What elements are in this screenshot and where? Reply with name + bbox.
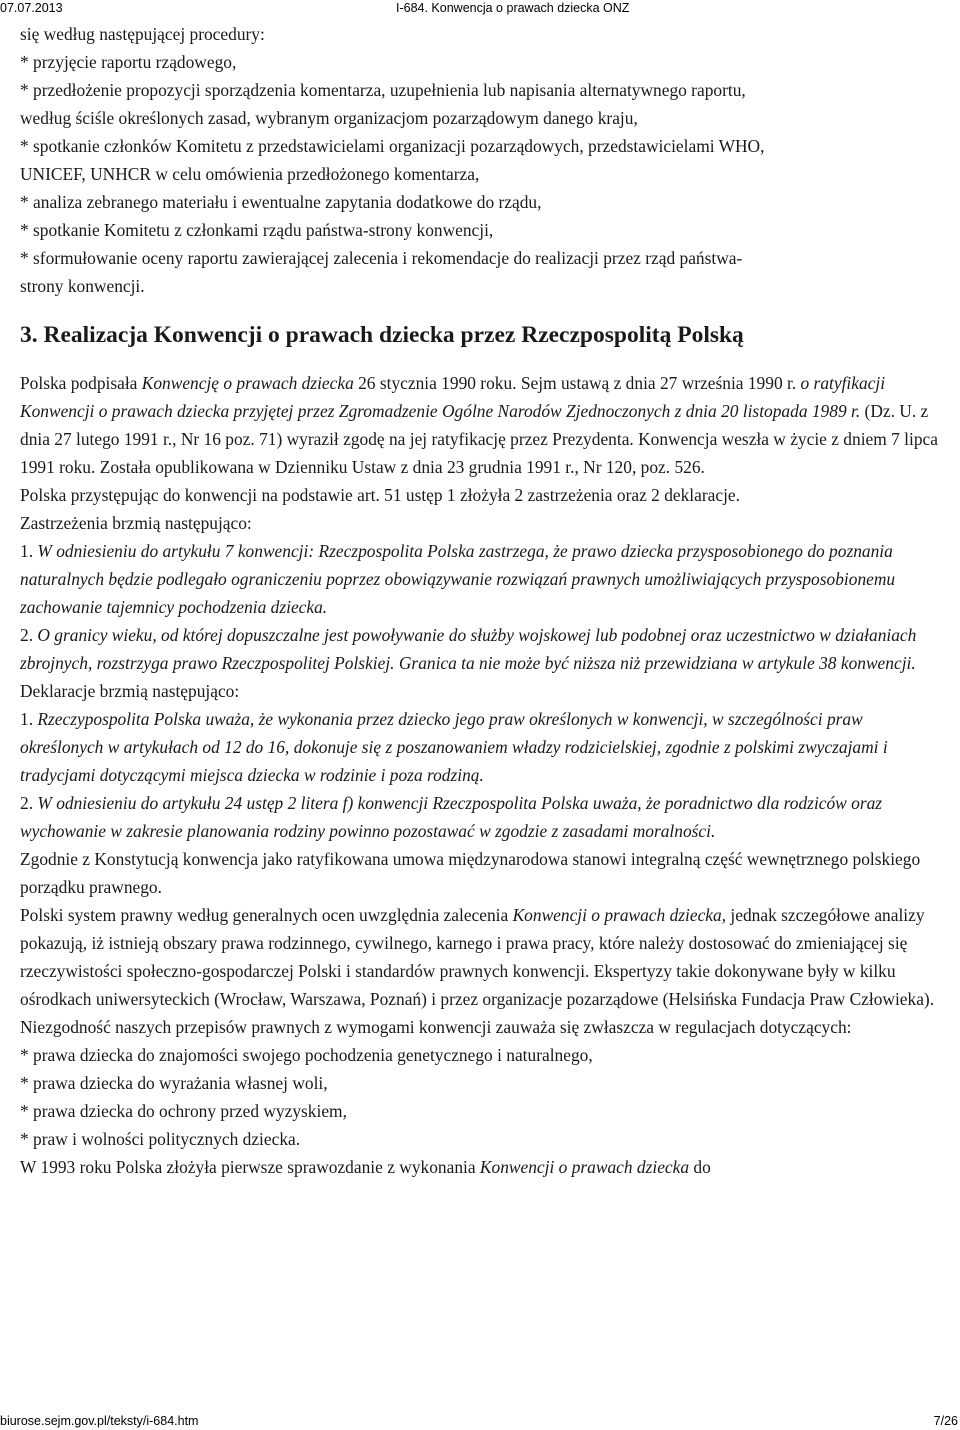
text-line: * przyjęcie raportu rządowego, [20,52,237,72]
reservation-2: 2. O granicy wieku, od której dopuszczalne jest powoływanie do służby wojskowej lub podobnej oraz uczestnictwo w działaniach zbrojnych, rozstrzyga prawo Rzeczpospolitej Polskiej. Granica ta nie może być niższa niż przewidziana w artykule 38 konwencji. [20,625,917,673]
constitution-paragraph: Zgodnie z Konstytucją konwencja jako ratyfikowana umowa międzynarodowa stanowi integralną część wewnętrznego polskiego porządku prawnego. [20,849,921,897]
text-line: * praw i wolności politycznych dziecka. [20,1129,301,1149]
text-line: * spotkanie Komitetu z członkami rządu państwa-strony konwencji, [20,220,494,240]
report-paragraph: W 1993 roku Polska złożyła pierwsze sprawozdanie z wykonania Konwencji o prawach dziecka do [20,1157,711,1177]
regulation-list [20,1041,940,1153]
reservations-intro: Polska przystępując do konwencji na podstawie art. 51 ustęp 1 złożyła 2 zastrzeżenia oraz 2 deklaracje. [20,485,740,505]
reservations-label: Zastrzeżenia brzmią następująco: [20,513,252,533]
text-line: * przedłożenie propozycji sporządzenia komentarza, uzupełnienia lub napisania alternatywnego raportu, [20,80,746,100]
text-line: * prawa dziecka do znajomości swojego pochodzenia genetycznego i naturalnego, [20,1045,593,1065]
nonconformity-paragraph: Niezgodność naszych przepisów prawnych z wymogami konwencji zauważa się zwłaszcza w regulacjach dotyczących: [20,1017,852,1037]
text-line: się według następującej procedury: [20,24,265,44]
page-url: biurose.sejm.gov.pl/teksty/i-684.htm [0,1414,199,1428]
text-line: UNICEF, UNHCR w celu omówienia przedłożonego komentarza, [20,164,480,184]
reservation-1: 1. W odniesieniu do artykułu 7 konwencji: Rzeczpospolita Polska zastrzega, że prawo dziecka przysposobionego do poznania naturalnych będzie podlegało ograniczeniu poprzez obowiązywanie rozwiązań prawnych umożliwiających przysposobionemu zachowanie tajemnicy pochodzenia dziecka. [20,541,896,617]
declarations-label: Deklaracje brzmią następująco: [20,681,240,701]
section-heading: 3. Realizacja Konwencji o prawach dziecka przez Rzeczpospolitą Polską [20,322,744,348]
text-line: * spotkanie członków Komitetu z przedstawicielami organizacji pozarządowych, przedstawicielami WHO, [20,136,765,156]
declaration-1: 1. Rzeczypospolita Polska uważa, że wykonania przez dziecko jego praw określonych w konwencji, w szczególności praw określonych w artykułach od 12 do 16, dokonuje się z poszanowaniem władzy rodzicielskiej, zgodnie z polskimi zwyczajami i tradycjami dotyczącymi miejsca dziecka w rodzinie i poza rodziną. [20,709,888,785]
ratification-paragraph: Polska podpisała Konwencję o prawach dziecka 26 stycznia 1990 roku. Sejm ustawą z dnia 27 września 1990 r. o ratyfikacji Konwencji o prawach dziecka przyjętej przez Zgromadzenie Ogólne Narodów Zjednoczonych z dnia 20 listopada 1989 r. (Dz. U. z dnia 27 lutego 1991 r., Nr 16 poz. 71) wyraził zgodę na jej ratyfikację przez Prezydenta. Konwencja weszła w życie z dniem 7 lipca 1991 roku. Została opublikowana w Dzienniku Ustaw z dnia 23 grudnia 1991 r., Nr 120, poz. 526. [20,373,938,477]
legal-system-paragraph: Polski system prawny według generalnych ocen uwzględnia zalecenia Konwencji o prawach dziecka, jednak szczegółowe analizy pokazują, iż istnieją obszary prawa rodzinnego, cywilnego, karnego i prawa pracy, które należy dostosować do zmieniającej się rzeczywistości społeczno-gospodarczej Polski i standardów prawnych konwencji. Ekspertyzy takie dokonywane były w kilku ośrodkach uniwersyteckich (Wrocław, Warszawa, Poznań) i przez organizacje pozarządowe (Helsińska Fundacja Praw Człowieka). [20,905,935,1009]
print-footer [0,1413,960,1429]
text-line: * analiza zebranego materiału i ewentualne zapytania dodatkowe do rządu, [20,192,542,212]
document-content [20,20,940,1181]
print-header [0,0,960,16]
text-line: * prawa dziecka do ochrony przed wyzyskiem, [20,1101,347,1121]
print-date: 07.07.2013 [0,1,63,15]
text-line: * sformułowanie oceny raportu zawierającej zalecenia i rekomendacje do realizacji przez rząd państwa- [20,248,743,268]
text-line: strony konwencji. [20,276,145,296]
declaration-2: 2. W odniesieniu do artykułu 24 ustęp 2 litera f) konwencji Rzeczpospolita Polska uważa, że poradnictwo dla rodziców oraz wychowanie w zakresie planowania rodziny powinno pozostawać w zgodzie z zasadami moralności. [20,793,883,841]
print-title: I-684. Konwencja o prawach dziecka ONZ [396,1,630,15]
procedure-list [20,20,940,300]
text-line: według ściśle określonych zasad, wybranym organizacjom pozarządowym danego kraju, [20,108,638,128]
page-number: 7/26 [933,1414,958,1428]
text-line: * prawa dziecka do wyrażania własnej woli, [20,1073,328,1093]
